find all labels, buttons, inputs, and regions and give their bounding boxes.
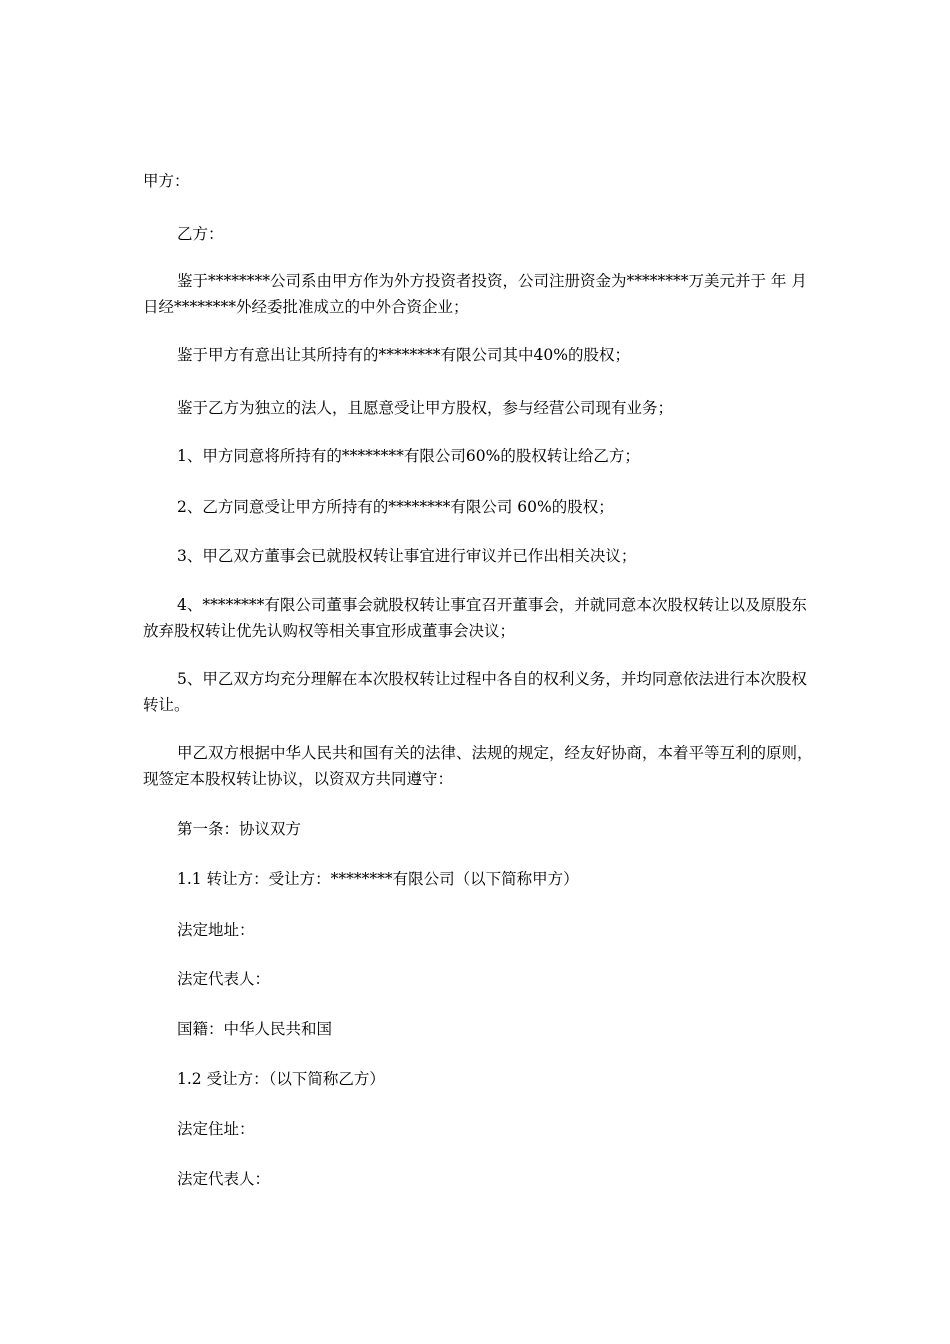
party-a-line: 甲方： <box>143 172 190 190</box>
article-1-heading: 第一条：协议双方 <box>177 820 302 838</box>
recital-party-b: 鉴于乙方为独立的法人，且愿意受让甲方股权，参与经营公司现有业务； <box>177 399 674 417</box>
agreement-preamble: 甲乙双方根据中华人民共和国有关的法律、法规的规定，经友好协商，本着平等互利的原则，现签定本股权转让协议，以资双方共同遵守： <box>143 744 813 788</box>
recital-transfer-intent: 鉴于甲方有意出让其所持有的********有限公司其中40%的股权； <box>177 346 630 364</box>
clause-3: 3、甲乙双方董事会已就股权转让事宜进行审议并已作出相关决议； <box>177 547 637 565</box>
clause-2: 2、乙方同意受让甲方所持有的********有限公司 60%的股权； <box>177 498 614 516</box>
section-1-1: 1.1 转让方：受让方：********有限公司（以下简称甲方） <box>177 870 579 888</box>
legal-representative-label-b: 法定代表人： <box>177 1170 271 1188</box>
legal-residence-label: 法定住址： <box>177 1120 255 1138</box>
legal-address-label: 法定地址： <box>177 921 255 939</box>
section-1-2: 1.2 受让方：（以下简称乙方） <box>177 1070 385 1088</box>
legal-representative-label-a: 法定代表人： <box>177 970 271 988</box>
clause-1: 1、甲方同意将所持有的********有限公司60%的股权转让给乙方； <box>177 447 640 465</box>
clause-5: 5、甲乙双方均充分理解在本次股权转让过程中各自的权利义务，并均同意依法进行本次股权转让。 <box>143 670 807 714</box>
nationality-line: 国籍：中华人民共和国 <box>177 1020 333 1038</box>
clause-4: 4、********有限公司董事会就股权转让事宜召开董事会，并就同意本次股权转让以及原股东放弃股权转让优先认购权等相关事宜形成董事会决议； <box>143 596 807 640</box>
recital-company: 鉴于********公司系由甲方作为外方投资者投资，公司注册资金为********万美元并于 年 月 日经********外经委批准成立的中外合资企业； <box>143 272 807 316</box>
party-b-line: 乙方： <box>177 225 224 243</box>
